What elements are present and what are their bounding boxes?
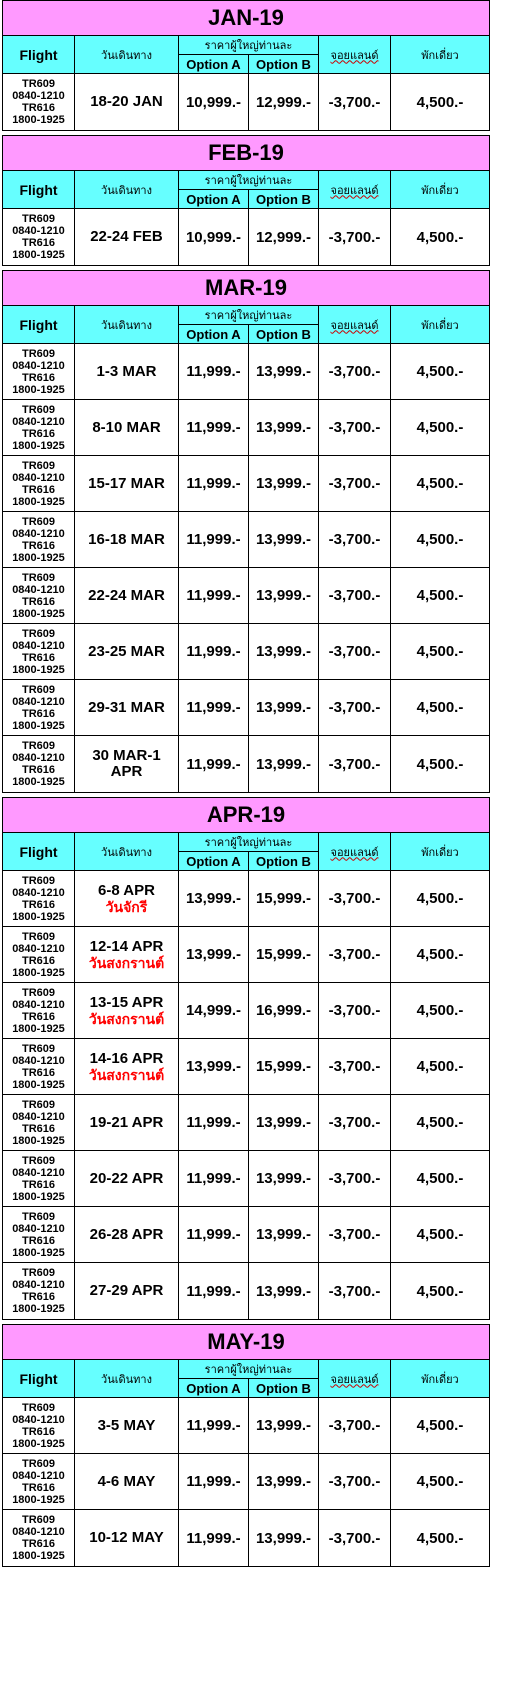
header-single-supplement: พักเดี่ยว	[391, 306, 489, 344]
travel-date: 19-21 APR	[89, 1113, 164, 1131]
flight-info-line: 1800-1925	[12, 1303, 65, 1315]
flight-info-line: TR609	[21, 571, 56, 584]
travel-date: 29-31 MAR	[88, 698, 165, 716]
holiday-note: วันจักรี	[105, 898, 148, 915]
flight-info-line: TR609	[21, 1267, 56, 1279]
flight-info-cell	[3, 1151, 75, 1207]
flight-info-cell	[3, 680, 75, 736]
joinland-price: -3,700.-	[319, 74, 391, 130]
header-single-supplement: พักเดี่ยว	[391, 36, 489, 74]
month-title: MAY-19	[3, 1325, 489, 1360]
single-supplement: 4,500.-	[391, 512, 489, 568]
flight-info-line: TR616	[21, 483, 56, 496]
flight-info-cell	[3, 983, 75, 1039]
flight-info-line: TR616	[21, 1538, 56, 1550]
flight-info-line: TR609	[21, 459, 56, 472]
flight-info-line: TR609	[21, 213, 56, 225]
header-travel-date: วันเดินทาง	[75, 36, 179, 74]
single-supplement: 4,500.-	[391, 871, 489, 927]
flight-info-line: TR609	[21, 874, 56, 887]
price-option-a: 11,999.-	[179, 512, 249, 568]
flight-info-line: 0840-1210	[12, 1222, 65, 1235]
joinland-price: -3,700.-	[319, 400, 391, 456]
month-section	[2, 135, 490, 266]
travel-date: 15-17 MAR	[88, 474, 165, 492]
flight-info-line: TR609	[21, 1098, 56, 1111]
header-option-b: Option B	[249, 1379, 319, 1398]
joinland-price: -3,700.-	[319, 927, 391, 983]
price-option-b: 13,999.-	[249, 456, 319, 512]
travel-date: 23-25 MAR	[88, 642, 165, 660]
travel-date: 8-10 MAR	[92, 418, 161, 436]
flight-info-cell	[3, 1095, 75, 1151]
travel-date-cell	[75, 680, 179, 736]
schedule-table	[3, 306, 489, 792]
flight-info-line: 1800-1925	[12, 1022, 65, 1035]
single-supplement: 4,500.-	[391, 1039, 489, 1095]
travel-date-cell	[75, 1151, 179, 1207]
price-option-b: 13,999.-	[249, 344, 319, 400]
price-option-a: 13,999.-	[179, 1039, 249, 1095]
flight-info-line: TR609	[21, 78, 56, 90]
flight-info-cell	[3, 736, 75, 792]
travel-date: 22-24 FEB	[90, 228, 163, 245]
flight-info-cell	[3, 512, 75, 568]
flight-info-line: 1800-1925	[12, 439, 65, 452]
flight-info-line: TR609	[21, 403, 56, 416]
single-supplement: 4,500.-	[416, 93, 464, 111]
single-supplement: 4,500.-	[416, 755, 464, 773]
flight-info-cell	[3, 1398, 75, 1454]
flight-info-line: 0840-1210	[12, 359, 65, 372]
single-supplement: 4,500.-	[391, 983, 489, 1039]
flight-info-line: 1800-1925	[12, 1190, 65, 1203]
flight-info-line: 0840-1210	[12, 415, 65, 428]
flight-info-line: TR609	[21, 1042, 56, 1055]
flight-info-line: 1800-1925	[12, 114, 65, 126]
travel-date: 16-18 MAR	[88, 530, 165, 548]
travel-date-cell	[75, 871, 179, 927]
price-option-b: 16,999.-	[249, 983, 319, 1039]
single-supplement: 4,500.-	[391, 568, 489, 624]
joinland-price: -3,700.-	[319, 736, 391, 792]
header-option-a: Option A	[179, 1379, 249, 1398]
flight-info-line: TR616	[21, 954, 56, 967]
header-flight: Flight	[3, 171, 75, 209]
single-supplement: 4,500.-	[391, 927, 489, 983]
header-flight: Flight	[3, 833, 75, 871]
flight-info-cell	[3, 1454, 75, 1510]
flight-info-line: 1800-1925	[12, 1078, 65, 1091]
header-travel-date: วันเดินทาง	[75, 1360, 179, 1398]
header-option-a: Option A	[179, 190, 249, 209]
joinland-price: -3,700.-	[319, 1095, 391, 1151]
header-option-a: Option A	[179, 55, 249, 74]
month-title: JAN-19	[3, 1, 489, 36]
price-option-a: 11,999.-	[179, 1151, 249, 1207]
joinland-price: -3,700.-	[319, 209, 391, 265]
travel-date-cell	[75, 1454, 179, 1510]
price-option-a: 11,999.-	[179, 1510, 249, 1566]
flight-info-line: TR609	[21, 683, 56, 696]
price-option-b: 13,999.-	[249, 1207, 319, 1263]
joinland-price: -3,700.-	[319, 1151, 391, 1207]
price-option-a: 11,999.-	[179, 736, 249, 792]
flight-info-cell	[3, 871, 75, 927]
joinland-price: -3,700.-	[319, 624, 391, 680]
header-flight: Flight	[3, 1360, 75, 1398]
travel-date: 6-8 APR	[98, 881, 155, 899]
flight-info-line: 1800-1925	[12, 249, 65, 261]
flight-info-line: 0840-1210	[12, 752, 65, 764]
single-supplement: 4,500.-	[416, 228, 464, 246]
price-option-b: 13,999.-	[249, 400, 319, 456]
flight-info-line: 0840-1210	[12, 942, 65, 955]
flight-info-line: TR609	[21, 1210, 56, 1223]
header-option-b: Option B	[249, 852, 319, 871]
price-option-b: 15,999.-	[249, 871, 319, 927]
travel-date-cell	[75, 1398, 179, 1454]
price-option-a: 11,999.-	[179, 568, 249, 624]
flight-info-line: 0840-1210	[12, 998, 65, 1011]
price-option-b: 13,999.-	[249, 568, 319, 624]
flight-info-line: TR616	[21, 1178, 56, 1191]
header-travel-date: วันเดินทาง	[75, 833, 179, 871]
flight-info-line: TR616	[21, 764, 56, 776]
schedule-table	[3, 1360, 489, 1566]
joinland-price: -3,700.-	[319, 680, 391, 736]
price-option-a: 10,999.-	[179, 74, 249, 130]
flight-info-line: TR609	[21, 515, 56, 528]
flight-info-line: 0840-1210	[12, 1110, 65, 1123]
joinland-price: -3,700.-	[319, 871, 391, 927]
price-option-a: 11,999.-	[179, 624, 249, 680]
joinland-price: -3,700.-	[319, 1398, 391, 1454]
flight-info-line: 0840-1210	[12, 1279, 65, 1291]
flight-info-line: 0840-1210	[12, 471, 65, 484]
travel-date: 10-12 MAY	[89, 1529, 164, 1546]
flight-info-line: 1800-1925	[12, 719, 65, 732]
holiday-note: วันสงกรานต์	[88, 1010, 165, 1027]
travel-date-cell	[75, 983, 179, 1039]
price-option-b: 15,999.-	[249, 1039, 319, 1095]
header-adult-price: ราคาผู้ใหญ่ท่านละ	[179, 833, 319, 852]
travel-date-cell	[75, 927, 179, 983]
joinland-price: -3,700.-	[319, 344, 391, 400]
price-option-a: 11,999.-	[179, 680, 249, 736]
flight-info-line: TR609	[21, 1401, 56, 1414]
flight-info-line: TR616	[21, 898, 56, 911]
flight-info-line: TR616	[21, 1425, 56, 1438]
header-travel-date: วันเดินทาง	[75, 171, 179, 209]
flight-info-line: 1800-1925	[12, 776, 65, 788]
flight-info-cell	[3, 927, 75, 983]
travel-date-cell	[75, 456, 179, 512]
single-supplement: 4,500.-	[391, 1095, 489, 1151]
flight-info-line: TR616	[21, 1291, 56, 1303]
travel-date: 30 MAR-1 APR	[92, 747, 161, 780]
price-option-b: 13,999.-	[249, 1151, 319, 1207]
flight-info-cell	[3, 1039, 75, 1095]
single-supplement: 4,500.-	[391, 1207, 489, 1263]
travel-date-cell	[75, 1095, 179, 1151]
header-joinland: จอยแลนด์	[319, 1360, 391, 1398]
travel-date-cell	[75, 1207, 179, 1263]
header-adult-price: ราคาผู้ใหญ่ท่านละ	[179, 171, 319, 190]
flight-info-line: 0840-1210	[12, 90, 65, 102]
travel-date: 18-20 JAN	[90, 93, 163, 110]
flight-info-line: 0840-1210	[12, 639, 65, 652]
flight-info-line: TR616	[21, 1234, 56, 1247]
price-option-b: 13,999.-	[249, 512, 319, 568]
month-section	[2, 0, 490, 131]
flight-info-cell	[3, 1263, 75, 1319]
travel-date-cell	[75, 74, 179, 130]
flight-info-line: TR609	[21, 1457, 56, 1470]
flight-info-line: TR609	[21, 740, 56, 752]
price-option-a: 11,999.-	[179, 456, 249, 512]
flight-info-cell	[3, 568, 75, 624]
travel-date: 22-24 MAR	[88, 586, 165, 604]
month-title: APR-19	[3, 798, 489, 833]
flight-info-line: TR609	[21, 1154, 56, 1167]
flight-info-line: 1800-1925	[12, 607, 65, 620]
price-option-b: 13,999.-	[249, 1398, 319, 1454]
header-joinland: จอยแลนด์	[319, 833, 391, 871]
flight-info-line: 0840-1210	[12, 225, 65, 237]
flight-info-cell	[3, 456, 75, 512]
flight-info-line: TR616	[21, 1481, 56, 1494]
price-option-a: 11,999.-	[179, 1095, 249, 1151]
flight-info-line: 0840-1210	[12, 695, 65, 708]
price-option-a: 14,999.-	[179, 983, 249, 1039]
flight-info-line: 1800-1925	[12, 1134, 65, 1147]
header-joinland: จอยแลนด์	[319, 171, 391, 209]
price-option-b: 15,999.-	[249, 927, 319, 983]
header-joinland: จอยแลนด์	[319, 306, 391, 344]
price-option-b: 13,999.-	[249, 736, 319, 792]
price-option-b: 13,999.-	[249, 680, 319, 736]
joinland-price: -3,700.-	[319, 983, 391, 1039]
travel-date-cell	[75, 568, 179, 624]
single-supplement: 4,500.-	[391, 344, 489, 400]
price-option-a: 13,999.-	[179, 871, 249, 927]
travel-date-cell	[75, 1263, 179, 1319]
flight-info-line: 0840-1210	[12, 1166, 65, 1179]
price-option-b: 12,999.-	[249, 74, 319, 130]
schedule-table	[3, 833, 489, 1319]
header-option-b: Option B	[249, 325, 319, 344]
joinland-price: -3,700.-	[319, 1263, 391, 1319]
travel-date-cell	[75, 736, 179, 792]
travel-date-cell	[75, 624, 179, 680]
flight-info-line: TR616	[21, 371, 56, 384]
travel-date: 13-15 APR	[89, 993, 164, 1011]
travel-date: 14-16 APR	[89, 1049, 164, 1067]
flight-info-line: TR616	[21, 1010, 56, 1023]
single-supplement: 4,500.-	[416, 1282, 464, 1300]
holiday-note: วันสงกรานต์	[88, 1066, 165, 1083]
flight-info-line: 1800-1925	[12, 1493, 65, 1506]
travel-date: 3-5 MAY	[97, 1416, 156, 1434]
header-flight: Flight	[3, 306, 75, 344]
flight-info-line: 1800-1925	[12, 663, 65, 676]
flight-info-cell	[3, 624, 75, 680]
header-single-supplement: พักเดี่ยว	[391, 833, 489, 871]
header-flight: Flight	[3, 36, 75, 74]
travel-date: 20-22 APR	[89, 1169, 164, 1187]
travel-date-cell	[75, 512, 179, 568]
single-supplement: 4,500.-	[391, 680, 489, 736]
month-title: MAR-19	[3, 271, 489, 306]
travel-date-cell	[75, 1039, 179, 1095]
header-single-supplement: พักเดี่ยว	[391, 171, 489, 209]
header-travel-date: วันเดินทาง	[75, 306, 179, 344]
header-option-a: Option A	[179, 852, 249, 871]
price-option-a: 10,999.-	[179, 209, 249, 265]
single-supplement: 4,500.-	[391, 1454, 489, 1510]
joinland-price: -3,700.-	[319, 1207, 391, 1263]
travel-date: 12-14 APR	[89, 937, 164, 955]
price-option-a: 11,999.-	[179, 400, 249, 456]
holiday-note: วันสงกรานต์	[88, 954, 165, 971]
price-option-b: 13,999.-	[249, 1095, 319, 1151]
flight-info-line: 0840-1210	[12, 1054, 65, 1067]
flight-info-cell	[3, 344, 75, 400]
flight-info-line: TR609	[21, 1514, 56, 1526]
travel-date-cell	[75, 344, 179, 400]
travel-date: 1-3 MAR	[96, 362, 157, 380]
flight-info-line: 1800-1925	[12, 1550, 65, 1562]
joinland-price: -3,700.-	[319, 1039, 391, 1095]
travel-date-cell	[75, 400, 179, 456]
flight-info-line: TR616	[21, 237, 56, 249]
schedule-table	[3, 36, 489, 130]
flight-info-line: 0840-1210	[12, 886, 65, 899]
flight-info-line: 1800-1925	[12, 495, 65, 508]
schedule-table	[3, 171, 489, 265]
flight-info-line: TR609	[21, 986, 56, 999]
flight-info-line: 1800-1925	[12, 910, 65, 923]
flight-info-line: 0840-1210	[12, 1526, 65, 1538]
flight-info-line: TR609	[21, 930, 56, 943]
flight-info-line: 1800-1925	[12, 551, 65, 564]
flight-info-line: TR616	[21, 1066, 56, 1079]
flight-info-line: 0840-1210	[12, 1413, 65, 1426]
month-title: FEB-19	[3, 136, 489, 171]
joinland-price: -3,700.-	[319, 1510, 391, 1566]
flight-info-line: 1800-1925	[12, 383, 65, 396]
single-supplement: 4,500.-	[391, 400, 489, 456]
flight-info-line: TR616	[21, 707, 56, 720]
flight-info-line: TR609	[21, 627, 56, 640]
price-option-b: 13,999.-	[249, 624, 319, 680]
month-section	[2, 797, 490, 1320]
price-option-b: 13,999.-	[249, 1510, 319, 1566]
travel-date: 4-6 MAY	[97, 1472, 156, 1490]
header-adult-price: ราคาผู้ใหญ่ท่านละ	[179, 36, 319, 55]
flight-info-line: 0840-1210	[12, 1469, 65, 1482]
price-option-a: 11,999.-	[179, 1454, 249, 1510]
header-option-b: Option B	[249, 55, 319, 74]
header-adult-price: ราคาผู้ใหญ่ท่านละ	[179, 1360, 319, 1379]
month-section	[2, 1324, 490, 1567]
flight-info-line: TR616	[21, 539, 56, 552]
price-schedule	[2, 0, 490, 1567]
header-option-a: Option A	[179, 325, 249, 344]
price-option-b: 13,999.-	[249, 1454, 319, 1510]
flight-info-cell	[3, 74, 75, 130]
price-option-a: 11,999.-	[179, 1207, 249, 1263]
single-supplement: 4,500.-	[391, 456, 489, 512]
price-option-a: 11,999.-	[179, 1263, 249, 1319]
joinland-price: -3,700.-	[319, 512, 391, 568]
flight-info-cell	[3, 209, 75, 265]
flight-info-line: 1800-1925	[12, 1246, 65, 1259]
header-joinland: จอยแลนด์	[319, 36, 391, 74]
joinland-price: -3,700.-	[319, 1454, 391, 1510]
price-option-b: 12,999.-	[249, 209, 319, 265]
flight-info-cell	[3, 400, 75, 456]
flight-info-line: 0840-1210	[12, 527, 65, 540]
flight-info-line: TR616	[21, 595, 56, 608]
single-supplement: 4,500.-	[416, 1529, 464, 1547]
header-option-b: Option B	[249, 190, 319, 209]
flight-info-line: 0840-1210	[12, 583, 65, 596]
header-single-supplement: พักเดี่ยว	[391, 1360, 489, 1398]
price-option-a: 11,999.-	[179, 1398, 249, 1454]
flight-info-cell	[3, 1207, 75, 1263]
price-option-b: 13,999.-	[249, 1263, 319, 1319]
single-supplement: 4,500.-	[391, 1398, 489, 1454]
single-supplement: 4,500.-	[391, 1151, 489, 1207]
header-adult-price: ราคาผู้ใหญ่ท่านละ	[179, 306, 319, 325]
travel-date-cell	[75, 1510, 179, 1566]
price-option-a: 13,999.-	[179, 927, 249, 983]
flight-info-line: 1800-1925	[12, 966, 65, 979]
flight-info-line: TR616	[21, 1122, 56, 1135]
flight-info-line: TR616	[21, 651, 56, 664]
price-option-a: 11,999.-	[179, 344, 249, 400]
flight-info-line: TR616	[21, 427, 56, 440]
flight-info-cell	[3, 1510, 75, 1566]
month-section	[2, 270, 490, 793]
joinland-price: -3,700.-	[319, 568, 391, 624]
flight-info-line: 1800-1925	[12, 1437, 65, 1450]
travel-date-cell	[75, 209, 179, 265]
joinland-price: -3,700.-	[319, 456, 391, 512]
flight-info-line: TR609	[21, 347, 56, 360]
travel-date: 27-29 APR	[89, 1282, 164, 1299]
travel-date: 26-28 APR	[89, 1225, 164, 1243]
single-supplement: 4,500.-	[391, 624, 489, 680]
flight-info-line: TR616	[21, 102, 56, 114]
